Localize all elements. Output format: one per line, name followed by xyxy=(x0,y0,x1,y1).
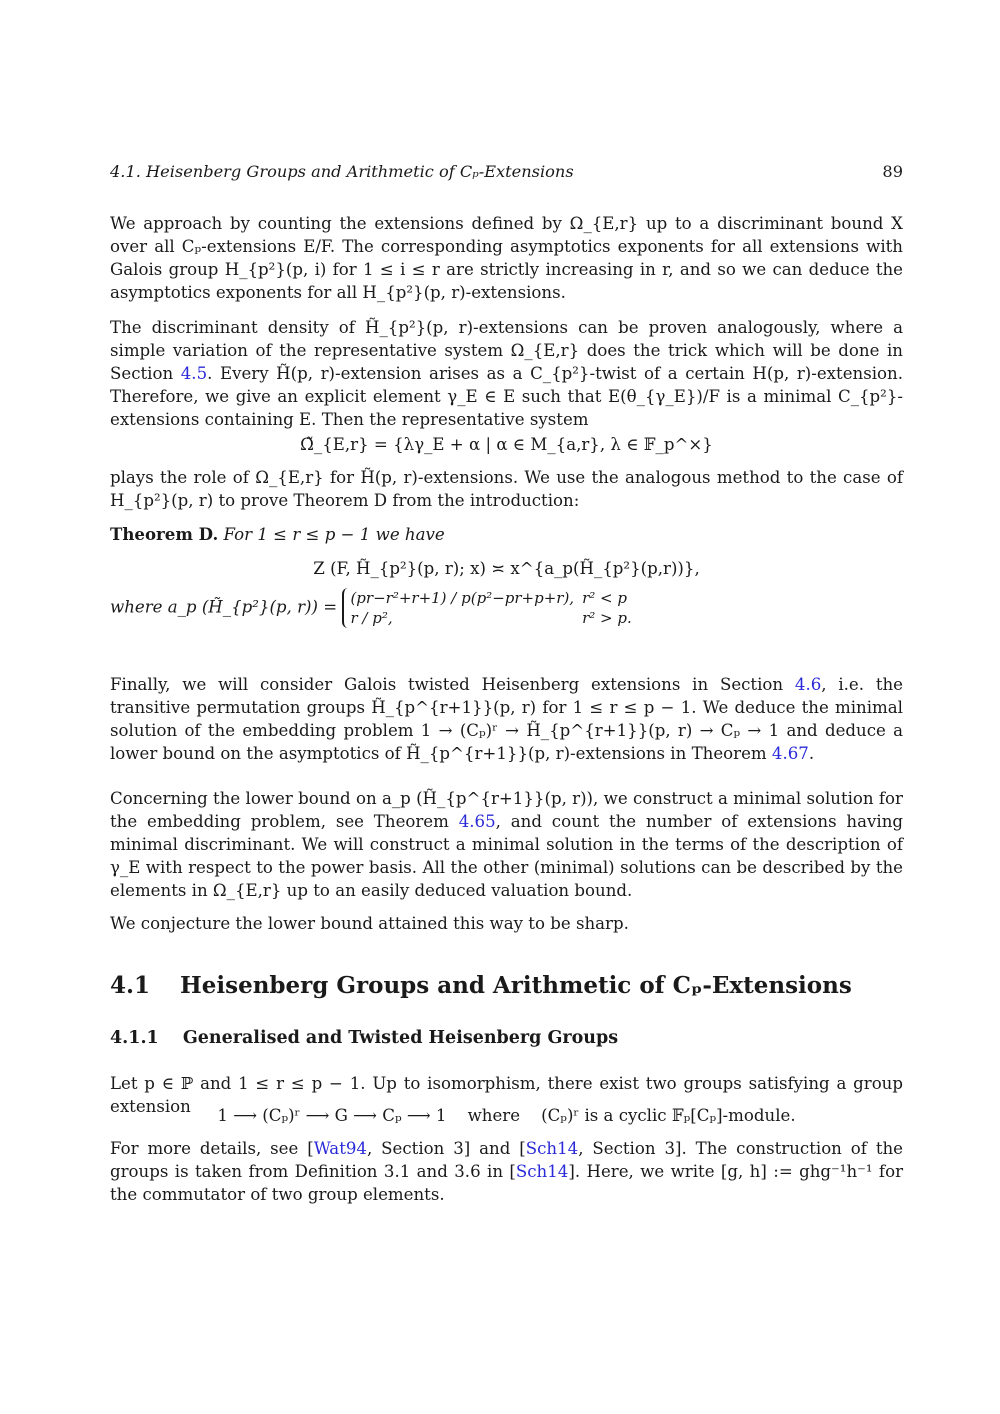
text-run: , Section 3]. The construction of the groups is taken from Definition 3.1 and 3.6 in [ xyxy=(110,1139,903,1181)
intro-paragraph-2 xyxy=(110,316,903,431)
text-run: Concerning the lower bound on a_p (H̃_{p^{r+1}}(p, r)), we construct a minimal solution for the embedding problem, see Theorem xyxy=(110,789,903,831)
citation-link-wat94[interactable]: Wat94 xyxy=(313,1139,367,1158)
subsection-number: 4.1.1 xyxy=(110,1028,159,1048)
paragraph-text xyxy=(110,316,903,431)
intro-paragraph-4 xyxy=(110,673,903,765)
section-number: 4.1 xyxy=(110,972,151,999)
intro-paragraph-5 xyxy=(110,787,903,902)
text-run: ]. Here, we write [g, h] := ghg⁻¹h⁻¹ for the commutator of two group elements. xyxy=(110,1162,903,1204)
paragraph-text: We conjecture the lower bound attained this way to be sharp. xyxy=(110,914,629,933)
display-equation-extension xyxy=(110,1103,903,1129)
cases-brace xyxy=(342,588,639,628)
equation: Ω̃_{E,r} = {λγ_E + α | α ∈ M_{a,r}, λ ∈ 𝔽_p^×} xyxy=(300,435,713,454)
theorem-link-4-67[interactable]: 4.67 xyxy=(771,744,809,763)
theorem-link-4-65[interactable]: 4.65 xyxy=(458,812,496,831)
text-run: , and count the number of extensions having minimal discriminant. We will construct a minimal solution in the terms of the description of γ_E with respect to the power basis. All the other (minimal) solutions can be described by the elements in Ω_{E,r} up to an easily deduced valuation bound. xyxy=(110,812,903,900)
case-1-value: (pr−r²+r+1) / p(p²−pr+p+r), xyxy=(350,589,575,607)
text-run: Finally, we will consider Galois twisted Heisenberg extensions in Section xyxy=(110,675,795,694)
citation-link-sch14-2[interactable]: Sch14 xyxy=(515,1162,569,1181)
text-run: For more details, see [ xyxy=(110,1139,314,1158)
equation: Z (F, H̃_{p²}(p, r); x) ≍ x^{a_p(H̃_{p²}(p,r))}, xyxy=(313,559,700,578)
theorem-statement xyxy=(110,523,903,546)
theorem-display xyxy=(110,556,903,582)
display-equation-omega xyxy=(110,432,903,458)
running-header-title: 4.1. Heisenberg Groups and Arithmetic of Cₚ-Extensions xyxy=(110,162,574,181)
intro-paragraph-3 xyxy=(110,466,903,512)
paragraph-text: Let p ∈ ℙ and 1 ≤ r ≤ p − 1. Up to isomorphism, there exist two groups satisfying a group extension xyxy=(110,1074,903,1116)
text-run: , Section 3] and [ xyxy=(366,1139,526,1158)
theorem-text: For 1 ≤ r ≤ p − 1 we have xyxy=(223,525,445,544)
subsection-title: Generalised and Twisted Heisenberg Groups xyxy=(182,1028,619,1048)
case-2-condition: r² > p. xyxy=(582,609,632,627)
case-2-value: r / p², xyxy=(350,609,393,627)
running-header xyxy=(110,162,903,181)
section-link-4-6[interactable]: 4.6 xyxy=(794,675,822,694)
section-title: Heisenberg Groups and Arithmetic of Cₚ-Extensions xyxy=(180,972,852,999)
paragraph-text xyxy=(110,1137,903,1206)
text-run: The discriminant density of H̃_{p²}(p, r)-extensions can be proven analogously, where a simple variation of the representative system Ω_{E,r} does the trick which will be done in Section xyxy=(110,318,903,383)
paragraph-text: plays the role of Ω_{E,r} for H̃(p, r)-extensions. We use the analogous method to the case of H_{p²}(p, r) to prove Theorem D from the introduction: xyxy=(110,468,903,510)
cases-lhs: where a_p (H̃_{p²}(p, r)) = xyxy=(110,597,338,617)
theorem-d xyxy=(110,523,903,628)
theorem-cases xyxy=(110,588,903,628)
section-heading xyxy=(110,972,852,999)
intro-paragraph-1 xyxy=(110,212,903,304)
subsection-heading xyxy=(110,1028,618,1048)
section-link-4-5[interactable]: 4.5 xyxy=(180,364,208,383)
theorem-label: Theorem D. xyxy=(110,524,219,544)
case-1-condition: r² < p xyxy=(582,589,627,607)
equation: 1 ⟶ (Cₚ)ʳ ⟶ G ⟶ Cₚ ⟶ 1 where (Cₚ)ʳ is a cyclic 𝔽ₚ[Cₚ]-module. xyxy=(217,1106,796,1125)
intro-paragraph-6 xyxy=(110,912,903,935)
text-run: . xyxy=(808,744,815,763)
text-run: , i.e. the transitive permutation groups H̃_{p^{r+1}}(p, r) for 1 ≤ r ≤ p − 1. We deduce the minimal solution of the embedding problem 1 → (Cₚ)ʳ → H̃_{p^{r+1}}(p, r) → Cₚ → 1 and deduce a lower bound on the asymptotics of H̃_{p^{r+1}}(p, r)-extensions in Theorem xyxy=(110,675,903,763)
paragraph-text: We approach by counting the extensions defined by Ω_{E,r} up to a discriminant bound X over all Cₚ-extensions E/F. The corresponding asymptotics exponents for all extensions with Galois group H_{p²}(p, i) for 1 ≤ i ≤ r are strictly increasing in r, and so we can deduce the asymptotics exponents for all H_{p²}(p, r)-extensions. xyxy=(110,214,903,302)
body-paragraph-2 xyxy=(110,1137,903,1206)
page-number: 89 xyxy=(882,162,903,181)
text-run: . Every H̃(p, r)-extension arises as a C_{p²}-twist of a certain H(p, r)-extension. Therefore, we give an explicit element γ_E ∈ E such that E(θ_{γ_E})/F is a minimal C_{p²}-extensions containing E. Then the representative system xyxy=(110,364,903,429)
paragraph-text xyxy=(110,787,903,902)
paragraph-text xyxy=(110,673,903,765)
citation-link-sch14[interactable]: Sch14 xyxy=(525,1139,579,1158)
